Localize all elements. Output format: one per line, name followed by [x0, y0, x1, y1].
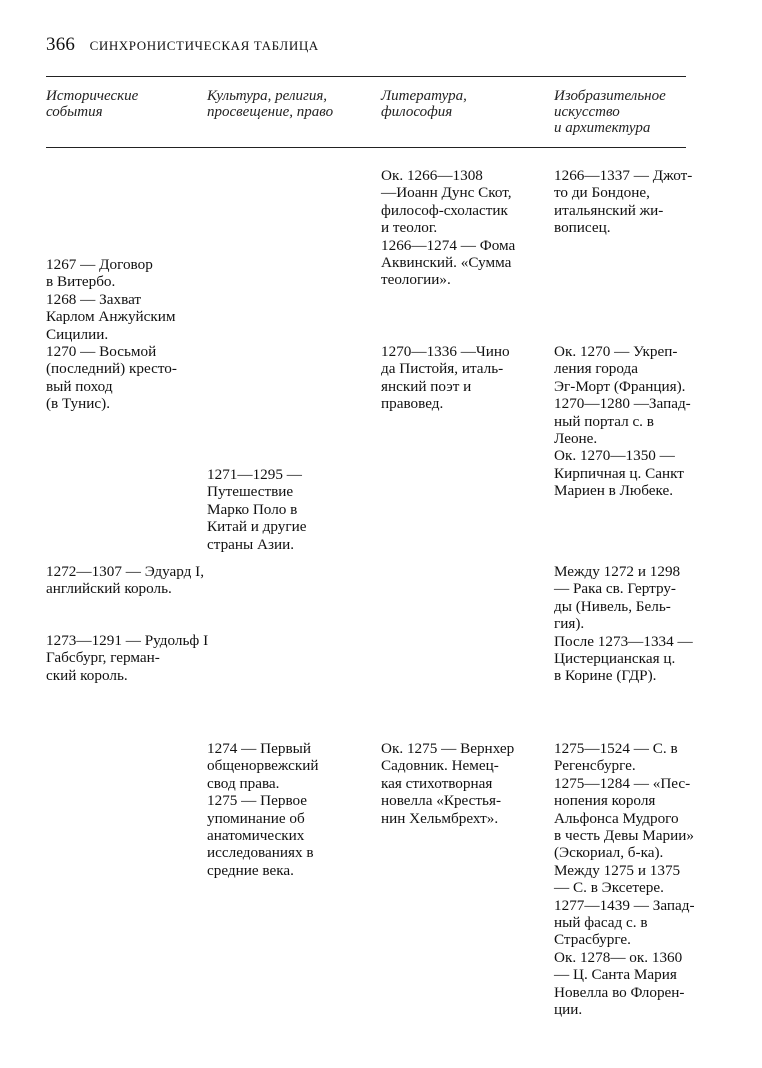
column-header-history: Исторические события — [46, 88, 139, 120]
column-header-culture: Культура, религия, просвещение, право — [207, 88, 334, 120]
header-rule-top — [46, 76, 686, 77]
history-entry-1267: 1267 — Договор в Витербо. 1268 — Захват Карлом Анжуйским Сицилии. 1270 — Восьмой (последний) кресто- вый поход (в Тунис). — [46, 256, 177, 413]
column-header-art: Изобразительное искусство и архитектура — [554, 88, 666, 136]
culture-entry-1274: 1274 — Первый общенорвежский свод права. 1275 — Первое упоминание об анатомических исследованиях в средние века. — [207, 740, 319, 879]
page-number: 366 — [46, 34, 76, 55]
literature-entry-1266: Ок. 1266—1308 —Иоанн Дунс Скот, философ-схоластик и теолог. 1266—1274 — Фома Аквинский. «Сумма теологии». — [381, 167, 516, 289]
column-header-literature: Литература, философия — [381, 88, 467, 120]
art-entry-1266: 1266—1337 — Джот- то ди Бондоне, итальянский жи- вописец. — [554, 167, 693, 237]
art-entry-1272: Между 1272 и 1298 — Рака св. Гертру- ды (Нивель, Бель- гия). После 1273—1334 — Цистерцианская ц. в Корине (ГДР). — [554, 563, 693, 685]
page-running-title: СИНХРОНИСТИЧЕСКАЯ ТАБЛИЦА — [89, 38, 319, 53]
history-entry-1272: 1272—1307 — Эдуард I, английский король. — [46, 563, 204, 598]
art-entry-1270: Ок. 1270 — Укреп- ления города Эг-Морт (Франция). 1270—1280 —Запад- ный портал с. в Леоне. Ок. 1270—1350 — Кирпичная ц. Санкт Мариен в Любеке. — [554, 343, 691, 500]
literature-entry-1275: Ок. 1275 — Вернхер Садовник. Немец- кая стихотворная новелла «Крестья- нин Хельмбрехт». — [381, 740, 515, 827]
culture-entry-1271: 1271—1295 — Путешествие Марко Поло в Китай и другие страны Азии. — [207, 466, 307, 553]
header-rule-bottom — [46, 147, 686, 148]
literature-entry-1270: 1270—1336 —Чино да Пистойя, италь- янский поэт и правовед. — [381, 343, 510, 413]
art-entry-1275: 1275—1524 — С. в Регенсбурге. 1275—1284 — «Пес- нопения короля Альфонса Мудрого в честь Девы Марии» (Эскориал, б-ка). Между 1275 и 1375 — С. в Эксетере. 1277—1439 — Запад- ный фасад с. в Страсбурге. Ок. 1278— ок. 1360 — Ц. Санта Мария Новелла во Флорен- ции. — [554, 740, 695, 1019]
history-entry-1273: 1273—1291 — Рудольф I Габсбург, герман- ский король. — [46, 632, 209, 684]
page-header — [46, 34, 319, 56]
